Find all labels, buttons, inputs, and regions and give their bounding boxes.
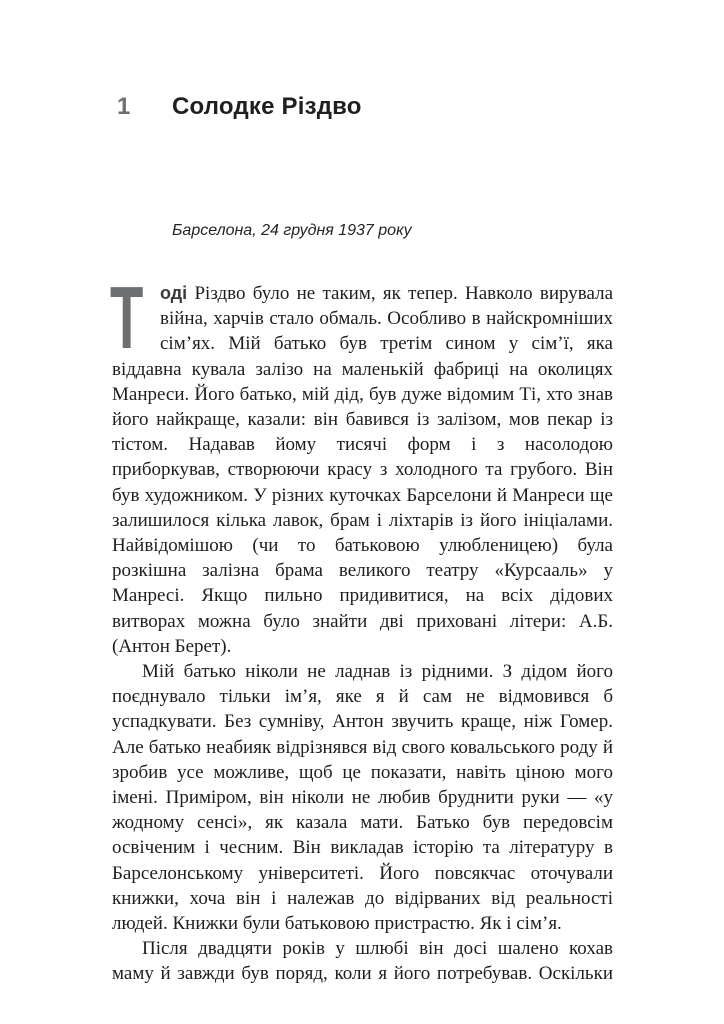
paragraph-first-text: Різдво було не таким, як тепер. Навколо вирувала війна, харчів стало обмаль. Особливо в найскромніших сім’ях. Мій батько був третім сином у сім’ї, яка віддавна кувала залізо на маленькій фабриці на околицях Манреси. Його батько, мій дід, був дуже відомим Ті, хто знав його найкраще, казали: він бавився із залізом, мов пекар із тістом. Надавав йому тисячі форм і з насолодою приборкував, створюючи красу з холодного та грубого. Він був художником. У різних куточках Барселони й Манреси ще залишилося кілька лавок, брам і ліхтарів із його ініціалами. Найвідомішою (чи то батьковою улюбленицею) була розкішна залізна брама великого театру «Курсааль» у Манресі. Якщо пильно придивитися, на всіх дідових витворах можна було знайти дві приховані літери: А.Б. (Антон Берет). — [112, 283, 614, 657]
chapter-header — [117, 93, 624, 121]
paragraph-third: Після двадцяти років у шлюбі він досі шалено кохав маму й завжди був поряд, коли я його потребував. Оскільки — [112, 938, 613, 985]
lead-word: оді — [160, 283, 188, 303]
dropcap-letter: Т — [110, 268, 144, 367]
paragraph-second: Мій батько ніколи не ладнав із рідними. З дідом його поєднувало тільки ім’я, яке я й сам не відмовився б успадкувати. Без сумніву, Антон звучить краще, ніж Гомер. Але батько неабияк відрізнявся від свого ковальського роду й зробив усе можливе, щоб це показати, навіть ціною мого імені. Приміром, він ніколи не любив бруднити руки — «у жодному сенсі», як казала мати. Батько був передовсім освіченим і чесним. Він викладав історію та літературу в Барселонському університеті. Його повсякчас оточували книжки, хоча він і належав до відірваних від реальності людей. Книжки були батьковою пристрастю. Як і сім’я. — [112, 661, 613, 935]
chapter-title: Солодке Різдво — [172, 93, 362, 120]
chapter-number: 1 — [117, 93, 131, 120]
dateline: Барселона, 24 грудня 1937 року — [172, 222, 412, 239]
body-text — [110, 268, 614, 987]
paragraph-first — [110, 268, 614, 659]
dropcap — [110, 268, 158, 367]
